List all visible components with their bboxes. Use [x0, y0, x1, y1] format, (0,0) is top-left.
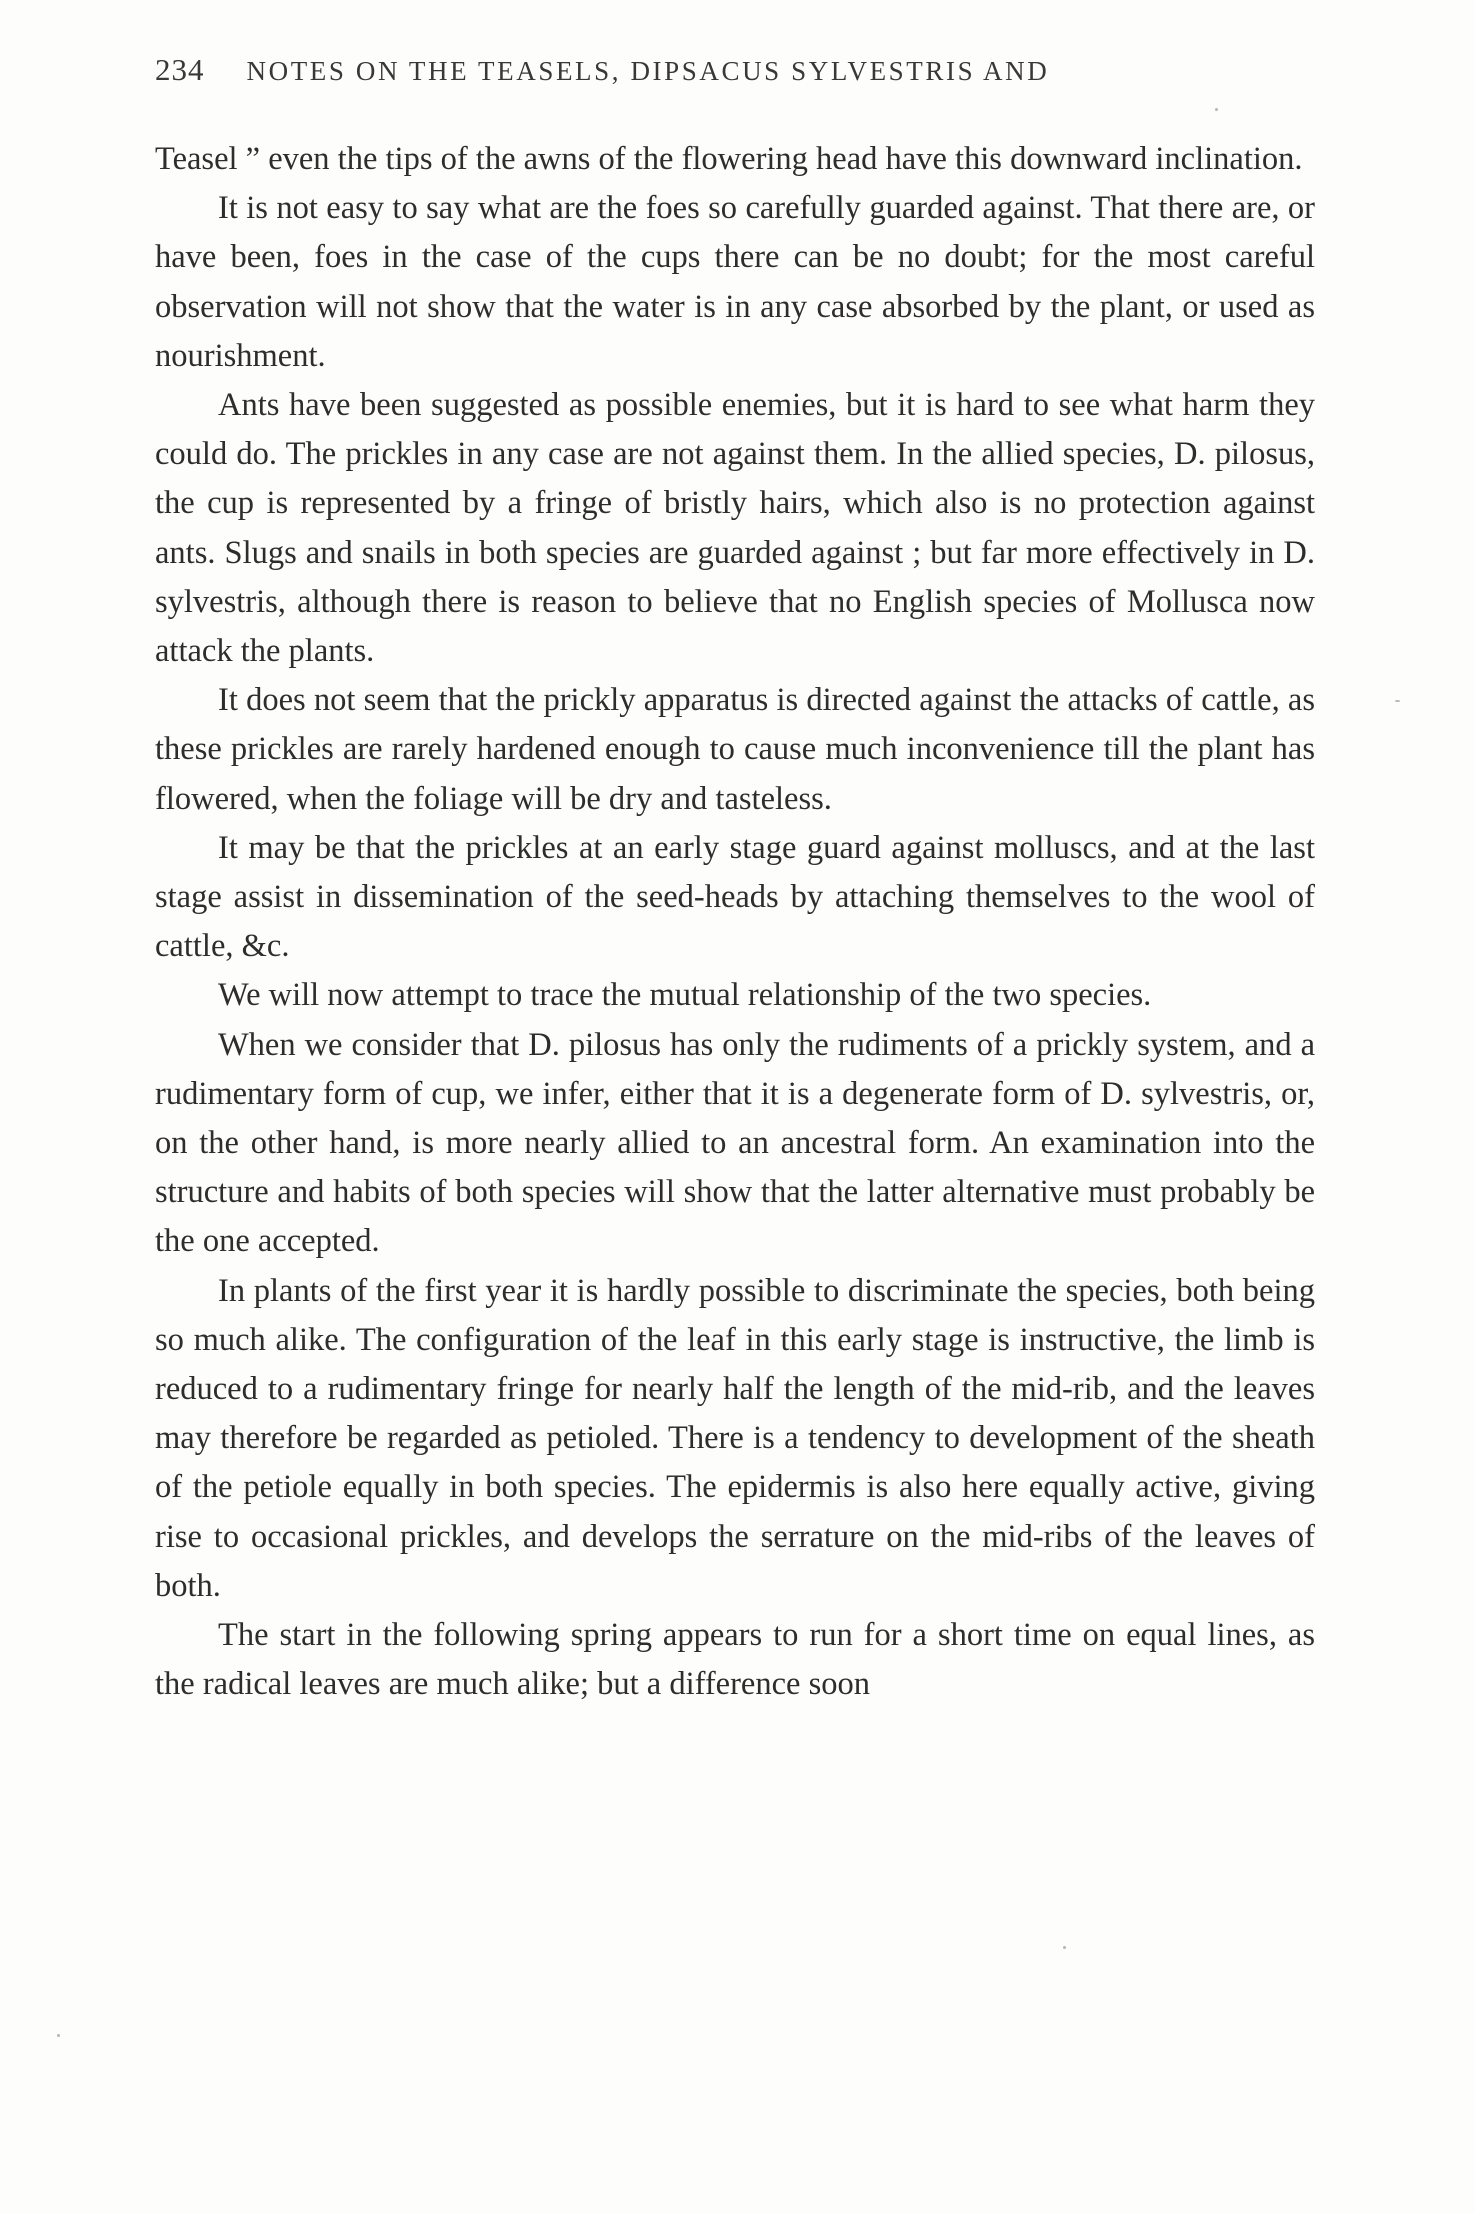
paper-speck [1215, 108, 1218, 111]
paper-speck [57, 2034, 60, 2037]
paragraph-4: It does not seem that the prickly apparatus is directed against the attacks of cattle, as these prickles are rarely hardened enough to cause much inconvenience till the plant has flowered, when the foliage will be dry and tasteless. [155, 682, 1315, 817]
paragraph-5: It may be that the prickles at an early stage guard against molluscs, and at the last stage assist in dissemination of the seed-heads by attaching themselves to the wool of cattle, &c. [155, 829, 1315, 965]
running-head [155, 52, 1315, 96]
running-title: NOTES ON THE TEASELS, DIPSACUS SYLVESTRIS AND [246, 56, 1050, 86]
page-number: 234 [155, 52, 205, 87]
paragraph-8: In plants of the first year it is hardly possible to discriminate the species, both being so much alike. The configuration of the leaf in this early stage is instructive, the limb is reduced to a rudimentary fringe for nearly half the length of the mid-rib, and the leaves may therefore be regarded as petioled. There is a tendency to development of the sheath of the petiole equally in both species. The epidermis is also here equally active, giving rise to occasional prickles, and develops the serrature on the mid-ribs of the leaves of both. [155, 1272, 1315, 1604]
body-text [155, 135, 1315, 1710]
paragraph-7: When we consider that D. pilosus has only the rudiments of a prickly system, and a rudimentary form of cup, we infer, either that it is a degenerate form of D. sylvestris, or, on the other hand, is more nearly allied to an ancestral form. An examination into the structure and habits of both species will show that the latter alternative must probably be the one accepted. [155, 1026, 1315, 1260]
paper-speck [1395, 700, 1400, 702]
paragraph-1: Teasel ” even the tips of the awns of the flowering head have this downward inclination. [155, 141, 1303, 177]
paragraph-9: The start in the following spring appears to run for a short time on equal lines, as the radical leaves are much alike; but a difference soon [155, 1617, 1315, 1703]
paragraph-2: It is not easy to say what are the foes so carefully guarded against. That there are, or have been, foes in the case of the cups there can be no doubt; for the most careful observation will not show that the water is in any case absorbed by the plant, or used as nourishment. [155, 190, 1315, 374]
paragraph-6: We will now attempt to trace the mutual relationship of the two species. [218, 977, 1152, 1014]
paper-speck [1063, 1946, 1066, 1949]
paragraph-3: Ants have been suggested as possible enemies, but it is hard to see what harm they could do. The prickles in any case are not against them. In the allied species, D. pilosus, the cup is represented by a fringe of bristly hairs, which also is no protection against ants. Slugs and snails in both species are guarded against ; but far more effectively in D. sylvestris, although there is reason to believe that no English species of Mollusca now attack the plants. [155, 387, 1315, 670]
